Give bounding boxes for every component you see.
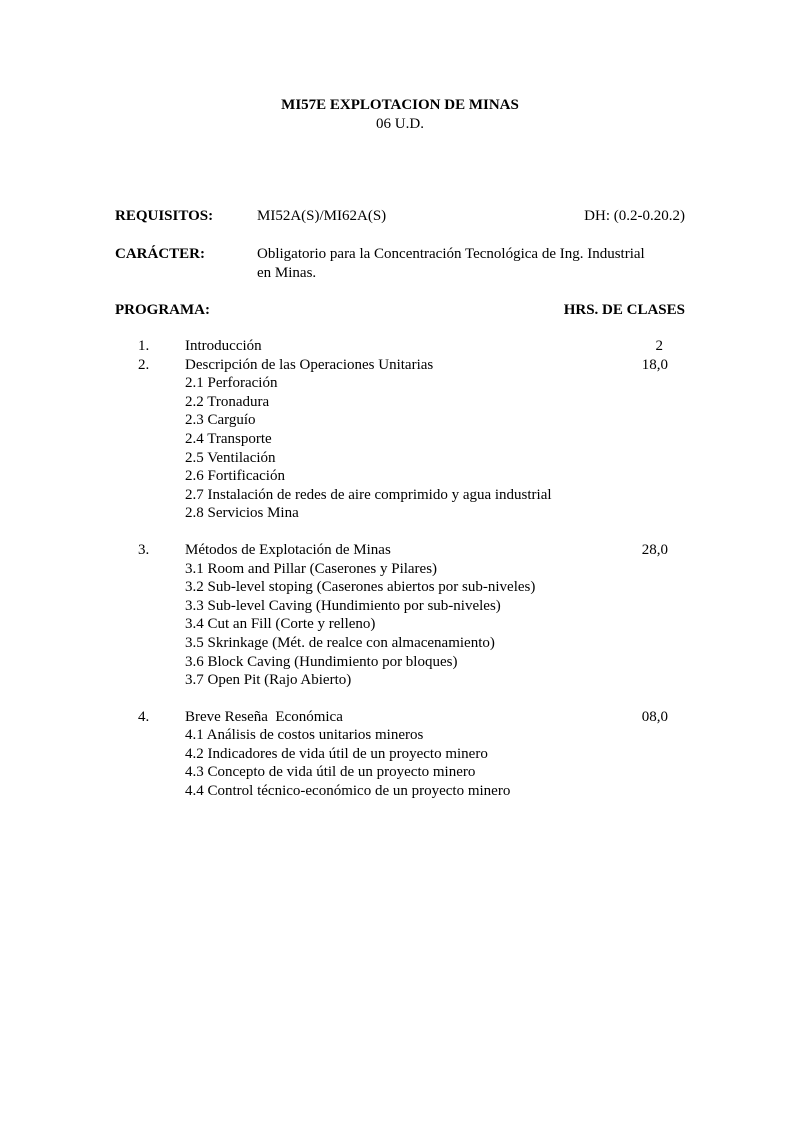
section-number: 3. — [138, 541, 150, 558]
section-row — [0, 337, 800, 356]
list-item — [0, 486, 800, 505]
list-item — [0, 578, 800, 597]
section-title: Introducción — [185, 338, 262, 354]
list-item — [0, 653, 800, 672]
section-hours: 2 — [655, 338, 663, 354]
caracter-label: CARÁCTER: — [115, 246, 205, 262]
subitem-text: 3.7 Open Pit (Rajo Abierto) — [185, 672, 352, 689]
program-section-4 — [0, 708, 800, 801]
subitem-text: 4.1 Análisis de costos unitarios mineros — [185, 727, 424, 744]
list-item — [0, 615, 800, 634]
hrs-de-clases-label: HRS. DE CLASES — [563, 302, 685, 318]
subitem-text: 3.1 Room and Pillar (Caserones y Pilares) — [185, 560, 438, 577]
program-section-2 — [0, 356, 800, 523]
subitem-text: 2.4 Transporte — [185, 430, 272, 447]
subitem-text: 2.2 Tronadura — [185, 393, 270, 410]
section-number: 2. — [138, 356, 150, 373]
list-item — [0, 726, 800, 745]
subitem-text: 2.7 Instalación de redes de aire comprimido y agua industrial — [185, 486, 552, 503]
subitem-text: 4.2 Indicadores de vida útil de un proyecto minero — [185, 745, 488, 762]
requisitos-value: MI52A(S)/MI62A(S) — [257, 208, 387, 224]
list-item — [0, 634, 800, 653]
section-row — [0, 356, 800, 375]
subitem-text: 2.6 Fortificación — [185, 468, 285, 485]
list-item — [0, 374, 800, 393]
caracter-line-2: en Minas. — [257, 265, 317, 281]
dh-value: DH: (0.2-0.20.2) — [584, 208, 685, 224]
subitem-text: 2.3 Carguío — [185, 412, 256, 429]
course-units: 06 U.D. — [376, 116, 424, 132]
subitem-text: 2.8 Servicios Mina — [185, 505, 299, 522]
subitem-text: 4.4 Control técnico-económico de un proyecto minero — [185, 783, 511, 800]
list-item — [0, 430, 800, 449]
subitem-text: 3.5 Skrinkage (Mét. de realce con almacenamiento) — [185, 634, 495, 651]
section-number: 1. — [138, 338, 150, 354]
section-hours: 08,0 — [641, 708, 668, 725]
section-number: 4. — [138, 708, 150, 725]
list-item — [0, 560, 800, 579]
subitem-text: 3.2 Sub-level stoping (Caserones abiertos por sub-niveles) — [185, 579, 536, 596]
document-header — [0, 96, 800, 134]
list-item — [0, 597, 800, 616]
subitem-text: 2.1 Perforación — [185, 375, 278, 392]
section-hours: 28,0 — [641, 541, 668, 558]
section-title: Breve Reseña Económica — [185, 708, 343, 725]
caracter-line-1: Obligatorio para la Concentración Tecnológica de Ing. Industrial — [257, 246, 645, 262]
course-title: MI57E EXPLOTACION DE MINAS — [281, 97, 519, 113]
list-item — [0, 763, 800, 782]
subitem-text: 3.4 Cut an Fill (Corte y relleno) — [185, 616, 376, 633]
section-hours: 18,0 — [641, 356, 668, 373]
subitem-text: 3.6 Block Caving (Hundimiento por bloques) — [185, 653, 458, 670]
list-item — [0, 671, 800, 690]
list-item — [0, 504, 800, 523]
program-section-1 — [0, 337, 800, 356]
list-item — [0, 393, 800, 412]
list-item — [0, 782, 800, 801]
list-item — [0, 467, 800, 486]
subitem-text: 3.3 Sub-level Caving (Hundimiento por sub-niveles) — [185, 597, 501, 614]
list-item — [0, 411, 800, 430]
subitem-text: 4.3 Concepto de vida útil de un proyecto minero — [185, 764, 476, 781]
section-row — [0, 541, 800, 560]
requisitos-label: REQUISITOS: — [115, 208, 214, 224]
section-title: Descripción de las Operaciones Unitarias — [185, 356, 434, 373]
subitem-text: 2.5 Ventilación — [185, 449, 276, 466]
list-item — [0, 449, 800, 468]
section-row — [0, 708, 800, 727]
list-item — [0, 745, 800, 764]
section-title: Métodos de Explotación de Minas — [185, 541, 391, 558]
programa-label: PROGRAMA: — [115, 302, 210, 318]
program-list — [0, 337, 800, 819]
program-section-3 — [0, 541, 800, 690]
